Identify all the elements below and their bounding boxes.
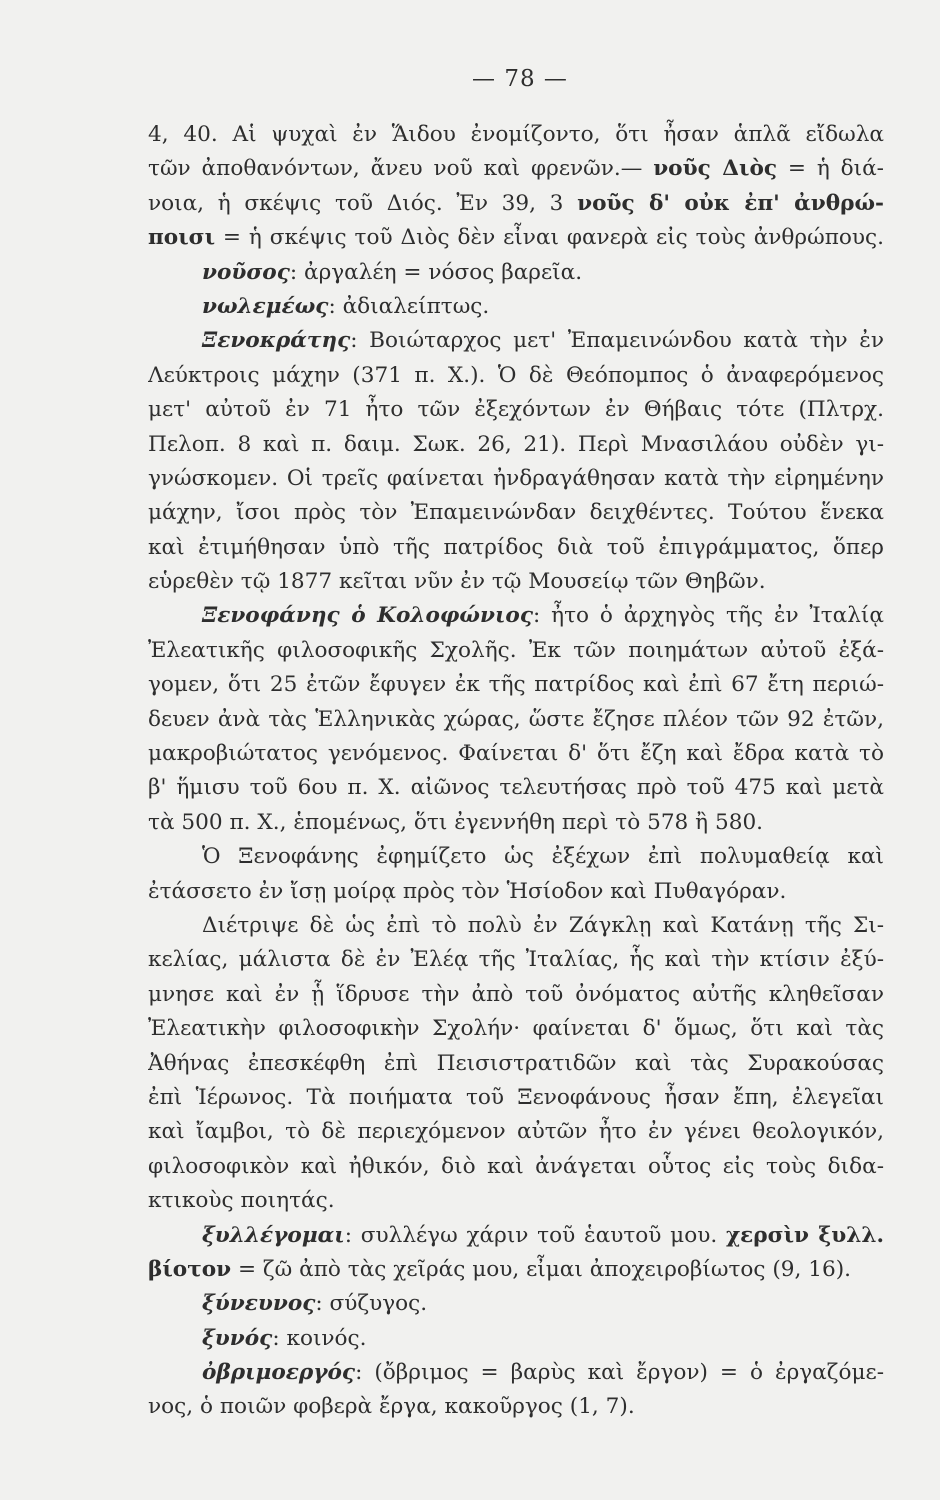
- text-line: μάχην, ἴσοι πρὸς τὸν Ἐπαμεινώνδαν δειχθέντες. Τούτου ἕνεκα: [148, 500, 884, 526]
- gloss-entry: νοῦσος: ἀργαλέη = νόσος βαρεῖα.: [202, 259, 583, 285]
- lemma: Ξενοκράτης: [202, 328, 351, 354]
- lemma: βίοτον: [148, 1256, 232, 1282]
- text-line: μετ' αὐτοῦ ἐν 71 ἦτο τῶν ἐξεχόντων ἐν Θήβαις τότε (Πλτρχ.: [148, 397, 884, 423]
- lemma: ξυλλέγομαι: [202, 1222, 345, 1248]
- lemma: νοῦσος: [202, 259, 290, 285]
- text-line: ἐτάσσετο ἐν ἴσῃ μοίρᾳ πρὸς τὸν Ἡσίοδον καὶ Πυθαγόραν.: [148, 878, 787, 904]
- text-line: 4, 40. Αἱ ψυχαὶ ἐν Ἅιδου ἐνομίζοντο, ὅτι ἦσαν ἁπλᾶ εἴδωλα: [148, 122, 884, 147]
- text-line: Ἀθήνας ἐπεσκέφθη ἐπὶ Πεισιστρατιδῶν καὶ τὰς Συρακούσας: [148, 1050, 884, 1076]
- lemma: νωλεμέως: [202, 293, 329, 319]
- gloss-entry: ὀβριμοεργός: (ὄβριμος = βαρὺς καὶ ἔργον) = ὁ ἐργαζόμε-: [202, 1360, 884, 1386]
- lemma: νοῦς Διὸς: [653, 156, 777, 182]
- text-line: δευεν ἀνὰ τὰς Ἑλληνικὰς χώρας, ὥστε ἔζησε πλέον τῶν 92 ἐτῶν,: [148, 706, 884, 732]
- text-line: μνησε καὶ ἐν ᾗ ἵδρυσε τὴν ἀπὸ τοῦ ὀνόματος αὐτῆς κληθεῖσαν: [148, 981, 884, 1007]
- text-line: καὶ ἐτιμήθησαν ὑπὸ τῆς πατρίδος διὰ τοῦ ἐπιγράμματος, ὅπερ: [148, 534, 884, 560]
- page-number: — 78 —: [472, 66, 568, 92]
- text-line: ποισι = ἡ σκέψις τοῦ Διὸς δὲν εἶναι φανερὰ εἰς τοὺς ἀνθρώπους.: [148, 225, 884, 251]
- text-line: καὶ ἴαμβοι, τὸ δὲ περιεχόμενον αὐτῶν ἦτο ἐν γένει θεολογικόν,: [148, 1119, 884, 1145]
- text-line: τῶν ἀποθανόντων, ἄνευ νοῦ καὶ φρενῶν.— νοῦς Διὸς = ἡ διά-: [148, 156, 884, 182]
- text-line: ἐπὶ Ἱέρωνος. Τὰ ποιήματα τοῦ Ξενοφάνους ἦσαν ἔπη, ἐλεγεῖαι: [148, 1084, 884, 1110]
- text-line: κελίας, μάλιστα δὲ ἐν Ἐλέᾳ τῆς Ἰταλίας, ἧς καὶ τὴν κτίσιν ἐξύ-: [148, 947, 884, 973]
- text-line: Ἐλεατικῆς φιλοσοφικῆς Σχολῆς. Ἐκ τῶν ποιημάτων αὐτοῦ ἐξά-: [148, 637, 884, 663]
- text-line: Διέτριψε δὲ ὡς ἐπὶ τὸ πολὺ ἐν Ζάγκλῃ καὶ Κατάνῃ τῆς Σι-: [202, 912, 884, 938]
- gloss-entry: ξυνός: κοινός.: [202, 1325, 367, 1351]
- text-line: μακροβιώτατος γενόμενος. Φαίνεται δ' ὅτι ἔζη καὶ ἔδρα κατὰ τὸ: [148, 741, 884, 767]
- text-line: Ἐλεατικὴν φιλοσοφικὴν Σχολήν· φαίνεται δ' ὅμως, ὅτι καὶ τὰς: [148, 1016, 884, 1042]
- commentary-text: [148, 118, 884, 1425]
- text-line: νος, ὁ ποιῶν φοβερὰ ἔργα, κακοῦργος (1, 7).: [148, 1394, 635, 1420]
- text-line: Λεύκτροις μάχην (371 π. Χ.). Ὁ δὲ Θεόπομπος ὁ ἀναφερόμενος: [148, 362, 884, 388]
- text-line: βίοτον = ζῶ ἀπὸ τὰς χεῖράς μου, εἶμαι ἀποχειροβίωτος (9, 16).: [148, 1256, 852, 1282]
- text-line: φιλοσοφικὸν καὶ ἠθικόν, διὸ καὶ ἀνάγεται οὗτος εἰς τοὺς διδα-: [148, 1153, 884, 1179]
- text-line: γομεν, ὅτι 25 ἐτῶν ἔφυγεν ἐκ τῆς πατρίδος καὶ ἐπὶ 67 ἔτη περιώ-: [148, 672, 884, 698]
- text-line: κτικοὺς ποιητάς.: [148, 1188, 335, 1214]
- gloss-entry: ξυλλέγομαι: συλλέγω χάριν τοῦ ἑαυτοῦ μου. χερσὶν ξυλλ.: [202, 1222, 884, 1248]
- text-line: τὰ 500 π. Χ., ἑπομένως, ὅτι ἐγεννήθη περὶ τὸ 578 ἢ 580.: [148, 809, 764, 835]
- text-line: νοια, ἡ σκέψις τοῦ Διός. Ἐν 39, 3 νοῦς δ' οὐκ ἐπ' ἀνθρώ-: [148, 190, 884, 216]
- lemma: Ξενοφάνης ὁ Κολοφώνιος: [202, 603, 533, 629]
- gloss-entry: ξύνευνος: σύζυγος.: [202, 1291, 428, 1317]
- text-line: Πελοπ. 8 καὶ π. δαιμ. Σωκ. 26, 21). Περὶ Μνασιλάου οὐδὲν γι-: [148, 431, 884, 457]
- lemma: νοῦς δ' οὐκ ἐπ' ἀνθρώ-: [577, 190, 884, 216]
- text-line: εὑρεθὲν τῷ 1877 κεῖται νῦν ἐν τῷ Μουσείῳ τῶν Θηβῶν.: [148, 569, 766, 595]
- gloss-entry: Ξενοφάνης ὁ Κολοφώνιος: ἦτο ὁ ἀρχηγὸς τῆς ἐν Ἰταλίᾳ: [202, 603, 884, 629]
- lemma: ξυνός: [202, 1325, 273, 1351]
- lemma: χερσὶν ξυλλ.: [725, 1222, 884, 1248]
- lemma: ξύνευνος: [202, 1291, 316, 1317]
- gloss-entry: Ξενοκράτης: Βοιώταρχος μετ' Ἐπαμεινώνδου κατὰ τὴν ἐν: [202, 328, 884, 354]
- text-line: Ὁ Ξενοφάνης ἐφημίζετο ὡς ἐξέχων ἐπὶ πολυμαθείᾳ καὶ: [202, 844, 884, 870]
- text-line: γνώσκομεν. Οἱ τρεῖς φαίνεται ἠνδραγάθησαν κατὰ τὴν εἰρημένην: [148, 465, 884, 491]
- gloss-entry: νωλεμέως: ἀδιαλείπτως.: [202, 293, 490, 319]
- lemma: ὀβριμοεργός: [202, 1360, 356, 1386]
- lemma: ποισι: [148, 225, 216, 251]
- text-line: β' ἥμισυ τοῦ 6ου π. Χ. αἰῶνος τελευτήσας πρὸ τοῦ 475 καὶ μετὰ: [148, 775, 884, 801]
